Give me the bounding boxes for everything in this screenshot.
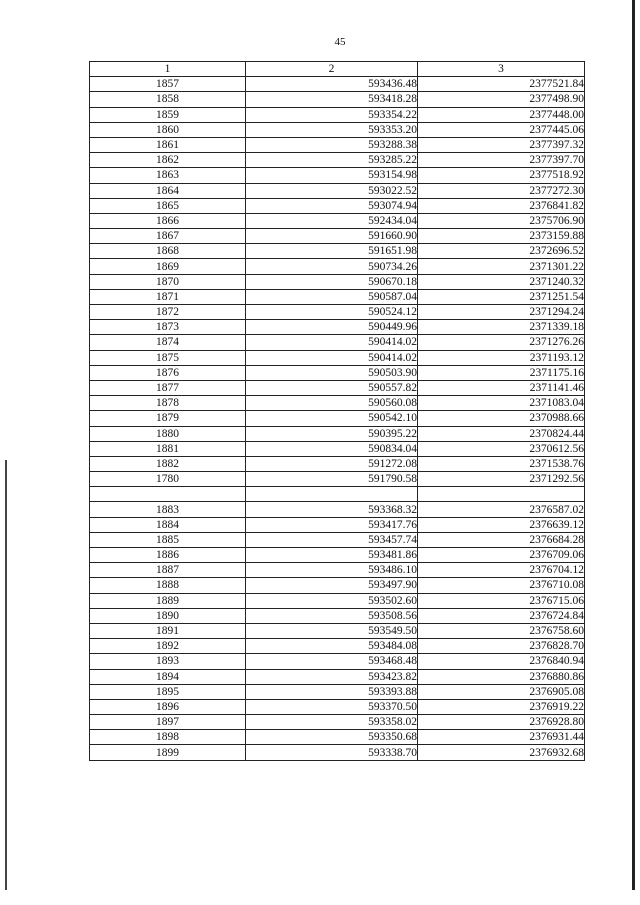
point-number-cell: 1881: [90, 441, 246, 456]
table-row: [90, 639, 585, 654]
y-coordinate-cell: 2377521.84: [418, 77, 585, 92]
x-coordinate-cell: 593457.74: [246, 532, 418, 547]
table-row: [90, 623, 585, 638]
y-coordinate-cell: 2376905.08: [418, 684, 585, 699]
point-number-cell: 1861: [90, 137, 246, 152]
table-row: [90, 229, 585, 244]
x-coordinate-cell: 593288.38: [246, 137, 418, 152]
table-row: [90, 532, 585, 547]
table-row: [90, 456, 585, 471]
point-number-cell: 1884: [90, 517, 246, 532]
point-number-cell: 1889: [90, 593, 246, 608]
x-coordinate-cell: 590395.22: [246, 426, 418, 441]
table-row: [90, 745, 585, 760]
point-number-cell: 1863: [90, 168, 246, 183]
x-coordinate-cell: 591651.98: [246, 244, 418, 259]
y-coordinate-cell: 2371251.54: [418, 289, 585, 304]
point-number-cell: 1873: [90, 320, 246, 335]
page-number: 45: [334, 36, 346, 48]
table-row: [90, 715, 585, 730]
column-header-1: 1: [90, 62, 246, 77]
point-number-cell: 1890: [90, 608, 246, 623]
y-coordinate-cell: 2376841.82: [418, 198, 585, 213]
y-coordinate-cell: 2376587.02: [418, 502, 585, 517]
x-coordinate-cell: 593417.76: [246, 517, 418, 532]
x-coordinate-cell: 593368.32: [246, 502, 418, 517]
table-row: [90, 411, 585, 426]
y-coordinate-cell: 2370612.56: [418, 441, 585, 456]
point-number-cell: 1875: [90, 350, 246, 365]
empty-cell: [90, 487, 246, 502]
y-coordinate-cell: 2370988.66: [418, 411, 585, 426]
point-number-cell: 1877: [90, 380, 246, 395]
y-coordinate-cell: 2371240.32: [418, 274, 585, 289]
x-coordinate-cell: 591272.08: [246, 456, 418, 471]
table-row: [90, 563, 585, 578]
x-coordinate-cell: 590414.02: [246, 335, 418, 350]
point-number-cell: 1857: [90, 77, 246, 92]
table-row: [90, 472, 585, 487]
table-row: [90, 183, 585, 198]
column-header-2: 2: [246, 62, 418, 77]
point-number-cell: 1880: [90, 426, 246, 441]
point-number-cell: 1860: [90, 122, 246, 137]
x-coordinate-cell: 593358.02: [246, 715, 418, 730]
y-coordinate-cell: 2372696.52: [418, 244, 585, 259]
y-coordinate-cell: 2371193.12: [418, 350, 585, 365]
point-number-cell: 1862: [90, 153, 246, 168]
x-coordinate-cell: 593468.48: [246, 654, 418, 669]
table-row: [90, 380, 585, 395]
point-number-cell: 1871: [90, 289, 246, 304]
coordinates-table: [89, 61, 585, 761]
scan-edge-right: [632, 0, 635, 890]
y-coordinate-cell: 2377448.00: [418, 107, 585, 122]
table-row: [90, 289, 585, 304]
x-coordinate-cell: 591660.90: [246, 229, 418, 244]
empty-cell: [418, 487, 585, 502]
y-coordinate-cell: 2376880.86: [418, 669, 585, 684]
point-number-cell: 1891: [90, 623, 246, 638]
point-number-cell: 1886: [90, 548, 246, 563]
point-number-cell: 1888: [90, 578, 246, 593]
x-coordinate-cell: 590834.04: [246, 441, 418, 456]
point-number-cell: 1859: [90, 107, 246, 122]
point-number-cell: 1876: [90, 365, 246, 380]
table-row: [90, 578, 585, 593]
scan-edge-left: [5, 460, 7, 890]
y-coordinate-cell: 2376828.70: [418, 639, 585, 654]
x-coordinate-cell: 593370.50: [246, 699, 418, 714]
x-coordinate-cell: 593436.48: [246, 77, 418, 92]
x-coordinate-cell: 593423.82: [246, 669, 418, 684]
x-coordinate-cell: 593481.86: [246, 548, 418, 563]
y-coordinate-cell: 2376840.94: [418, 654, 585, 669]
x-coordinate-cell: 590670.18: [246, 274, 418, 289]
x-coordinate-cell: 590524.12: [246, 305, 418, 320]
point-number-cell: 1858: [90, 92, 246, 107]
y-coordinate-cell: 2371292.56: [418, 472, 585, 487]
x-coordinate-cell: 593350.68: [246, 730, 418, 745]
table-row: [90, 669, 585, 684]
table-row: [90, 92, 585, 107]
table-row: [90, 320, 585, 335]
y-coordinate-cell: 2375706.90: [418, 213, 585, 228]
x-coordinate-cell: 593074.94: [246, 198, 418, 213]
y-coordinate-cell: 2376931.44: [418, 730, 585, 745]
point-number-cell: 1865: [90, 198, 246, 213]
table-row: [90, 168, 585, 183]
y-coordinate-cell: 2376919.22: [418, 699, 585, 714]
y-coordinate-cell: 2376639.12: [418, 517, 585, 532]
y-coordinate-cell: 2376704.12: [418, 563, 585, 578]
point-number-cell: 1898: [90, 730, 246, 745]
x-coordinate-cell: 593502.60: [246, 593, 418, 608]
y-coordinate-cell: 2371301.22: [418, 259, 585, 274]
table-row: [90, 441, 585, 456]
table-row: [90, 608, 585, 623]
table-row: [90, 335, 585, 350]
y-coordinate-cell: 2376928.80: [418, 715, 585, 730]
y-coordinate-cell: 2371276.26: [418, 335, 585, 350]
point-number-cell: 1866: [90, 213, 246, 228]
y-coordinate-cell: 2377498.90: [418, 92, 585, 107]
separator-row: [90, 487, 585, 502]
table-row: [90, 593, 585, 608]
y-coordinate-cell: 2377397.32: [418, 137, 585, 152]
y-coordinate-cell: 2373159.88: [418, 229, 585, 244]
x-coordinate-cell: 593353.20: [246, 122, 418, 137]
table-row: [90, 517, 585, 532]
table-row: [90, 548, 585, 563]
x-coordinate-cell: 593285.22: [246, 153, 418, 168]
point-number-cell: 1869: [90, 259, 246, 274]
x-coordinate-cell: 593418.28: [246, 92, 418, 107]
table-row: [90, 365, 585, 380]
y-coordinate-cell: 2376684.28: [418, 532, 585, 547]
table-row: [90, 122, 585, 137]
x-coordinate-cell: 593549.50: [246, 623, 418, 638]
y-coordinate-cell: 2376715.06: [418, 593, 585, 608]
y-coordinate-cell: 2376724.84: [418, 608, 585, 623]
x-coordinate-cell: 592434.04: [246, 213, 418, 228]
point-number-cell: 1885: [90, 532, 246, 547]
y-coordinate-cell: 2371083.04: [418, 396, 585, 411]
table-row: [90, 77, 585, 92]
y-coordinate-cell: 2377518.92: [418, 168, 585, 183]
empty-cell: [246, 487, 418, 502]
table-row: [90, 244, 585, 259]
table-row: [90, 730, 585, 745]
y-coordinate-cell: 2371175.16: [418, 365, 585, 380]
table-row: [90, 153, 585, 168]
x-coordinate-cell: 593484.08: [246, 639, 418, 654]
table-row: [90, 259, 585, 274]
table-row: [90, 274, 585, 289]
point-number-cell: 1899: [90, 745, 246, 760]
y-coordinate-cell: 2376932.68: [418, 745, 585, 760]
point-number-cell: 1867: [90, 229, 246, 244]
x-coordinate-cell: 590503.90: [246, 365, 418, 380]
table-row: [90, 654, 585, 669]
point-number-cell: 1893: [90, 654, 246, 669]
table-row: [90, 350, 585, 365]
x-coordinate-cell: 590560.08: [246, 396, 418, 411]
y-coordinate-cell: 2371538.76: [418, 456, 585, 471]
x-coordinate-cell: 593338.70: [246, 745, 418, 760]
x-coordinate-cell: 590557.82: [246, 380, 418, 395]
y-coordinate-cell: 2376758.60: [418, 623, 585, 638]
point-number-cell: 1878: [90, 396, 246, 411]
point-number-cell: 1879: [90, 411, 246, 426]
table-row: [90, 502, 585, 517]
table-row: [90, 213, 585, 228]
x-coordinate-cell: 593354.22: [246, 107, 418, 122]
y-coordinate-cell: 2377445.06: [418, 122, 585, 137]
point-number-cell: 1870: [90, 274, 246, 289]
table-row: [90, 137, 585, 152]
point-number-cell: 1872: [90, 305, 246, 320]
x-coordinate-cell: 590414.02: [246, 350, 418, 365]
y-coordinate-cell: 2377272.30: [418, 183, 585, 198]
table-header-row: [90, 62, 585, 77]
point-number-cell: 1883: [90, 502, 246, 517]
x-coordinate-cell: 590734.26: [246, 259, 418, 274]
x-coordinate-cell: 593154.98: [246, 168, 418, 183]
x-coordinate-cell: 593486.10: [246, 563, 418, 578]
point-number-cell: 1897: [90, 715, 246, 730]
y-coordinate-cell: 2371339.18: [418, 320, 585, 335]
table-row: [90, 198, 585, 213]
point-number-cell: 1868: [90, 244, 246, 259]
x-coordinate-cell: 593508.56: [246, 608, 418, 623]
table-row: [90, 305, 585, 320]
point-number-cell: 1780: [90, 472, 246, 487]
y-coordinate-cell: 2371294.24: [418, 305, 585, 320]
x-coordinate-cell: 590587.04: [246, 289, 418, 304]
point-number-cell: 1882: [90, 456, 246, 471]
point-number-cell: 1895: [90, 684, 246, 699]
x-coordinate-cell: 590449.96: [246, 320, 418, 335]
table-body: [90, 77, 585, 760]
y-coordinate-cell: 2377397.70: [418, 153, 585, 168]
column-header-3: 3: [418, 62, 585, 77]
y-coordinate-cell: 2376710.08: [418, 578, 585, 593]
x-coordinate-cell: 593393.88: [246, 684, 418, 699]
x-coordinate-cell: 593497.90: [246, 578, 418, 593]
table-row: [90, 684, 585, 699]
table-row: [90, 396, 585, 411]
point-number-cell: 1896: [90, 699, 246, 714]
x-coordinate-cell: 590542.10: [246, 411, 418, 426]
point-number-cell: 1874: [90, 335, 246, 350]
table-row: [90, 107, 585, 122]
table-row: [90, 699, 585, 714]
y-coordinate-cell: 2376709.06: [418, 548, 585, 563]
y-coordinate-cell: 2370824.44: [418, 426, 585, 441]
point-number-cell: 1894: [90, 669, 246, 684]
table-row: [90, 426, 585, 441]
point-number-cell: 1892: [90, 639, 246, 654]
point-number-cell: 1887: [90, 563, 246, 578]
x-coordinate-cell: 593022.52: [246, 183, 418, 198]
point-number-cell: 1864: [90, 183, 246, 198]
x-coordinate-cell: 591790.58: [246, 472, 418, 487]
y-coordinate-cell: 2371141.46: [418, 380, 585, 395]
